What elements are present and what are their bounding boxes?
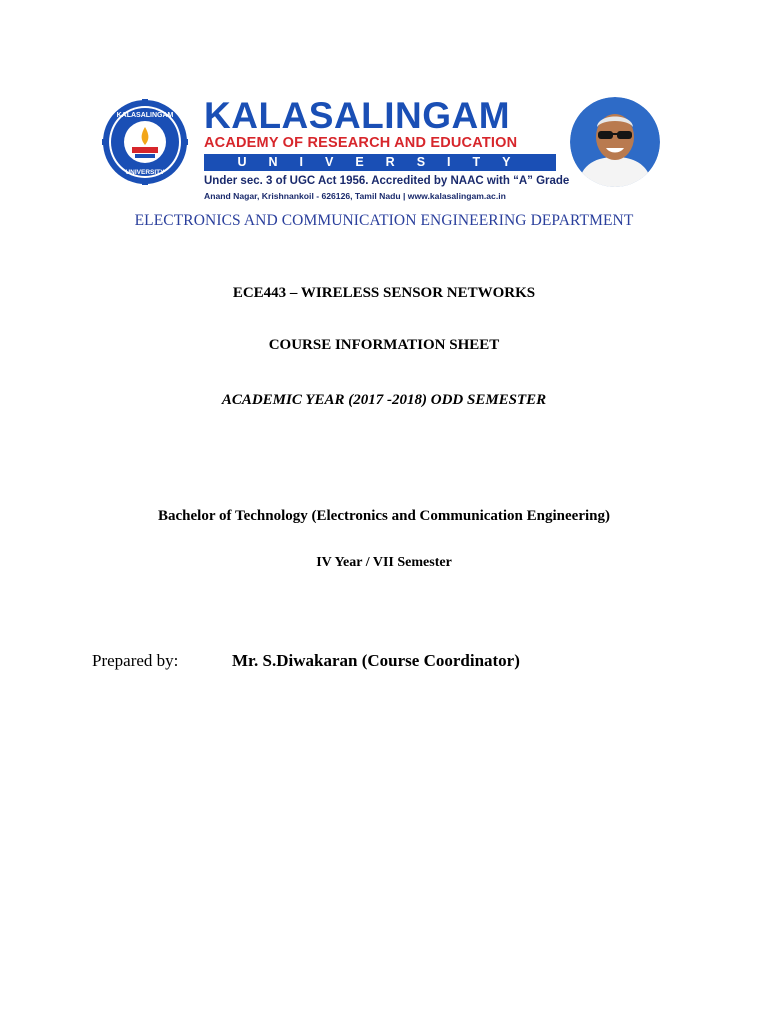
sheet-title: COURSE INFORMATION SHEET bbox=[268, 337, 500, 353]
accreditation-text: Under sec. 3 of UGC Act 1956. Accredited by NAAC with “A” Grade bbox=[204, 175, 570, 187]
university-seal-logo bbox=[102, 99, 188, 185]
university-banner bbox=[94, 89, 668, 211]
seal-text-top: KALASALINGAM bbox=[116, 112, 174, 119]
year-semester: IV Year / VII Semester bbox=[316, 555, 452, 570]
department-heading: ELECTRONICS AND COMMUNICATION ENGINEERING DEPARTMENT bbox=[134, 212, 634, 229]
prepared-by-label: Prepared by: bbox=[92, 651, 179, 670]
brand-subtitle: ACADEMY OF RESEARCH AND EDUCATION bbox=[204, 135, 518, 151]
founder-portrait bbox=[570, 97, 660, 187]
brand-university-bar: UNIVERSITY bbox=[204, 154, 556, 171]
address-text: Anand Nagar, Krishnankoil - 626126, Tamil Nadu | www.kalasalingam.ac.in bbox=[204, 191, 506, 201]
course-title: ECE443 – WIRELESS SENSOR NETWORKS bbox=[232, 285, 536, 301]
seal-text-bottom: UNIVERSITY bbox=[125, 169, 165, 176]
academic-year: ACADEMIC YEAR (2017 -2018) ODD SEMESTER bbox=[221, 392, 547, 408]
brand-name: KALASALINGAM bbox=[204, 95, 511, 136]
programme-name: Bachelor of Technology (Electronics and Communication Engineering) bbox=[158, 508, 610, 524]
prepared-by-name: Mr. S.Diwakaran (Course Coordinator) bbox=[232, 651, 520, 670]
university-wordmark bbox=[204, 95, 570, 202]
